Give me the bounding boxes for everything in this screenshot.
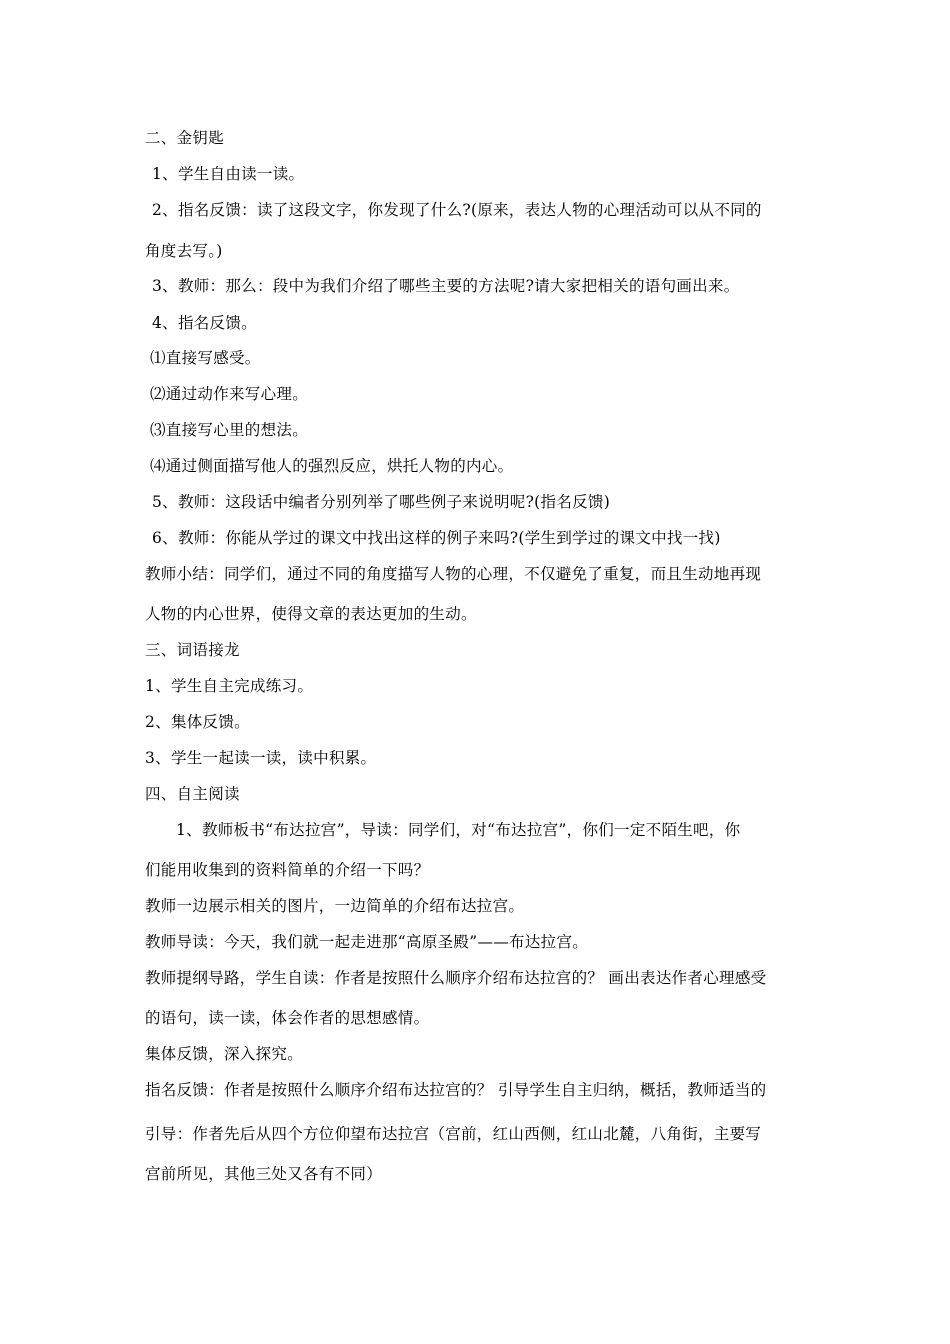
text-line: 指名反馈：作者是按照什么顺序介绍布达拉宫的？ 引导学生自主归纳，概括，教师适当的 (145, 1081, 767, 1099)
text-line: 1、学生自主完成练习。 (145, 677, 314, 695)
text-line: 6、教师：你能从学过的课文中找出这样的例子来吗?(学生到学过的课文中找一找) (152, 529, 721, 547)
section-heading: 二、金钥匙 (145, 129, 225, 147)
text-line: 4、指名反馈。 (152, 314, 257, 332)
text-line: 2、指名反馈：读了这段文字，你发现了什么?(原来，表达人物的心理活动可以从不同的 (152, 201, 762, 219)
text-line: 5、教师：这段话中编者分别列举了哪些例子来说明呢?(指名反馈) (152, 493, 611, 511)
list-item: ⑴直接写感受。 (150, 349, 261, 367)
list-item: ⑶直接写心里的想法。 (150, 421, 309, 439)
section-heading: 四、自主阅读 (145, 785, 240, 803)
text-line: 宫前所见，其他三处又各有不同） (145, 1165, 383, 1183)
text-line: 3、教师：那么：段中为我们介绍了哪些主要的方法呢?请大家把相关的语句画出来。 (152, 277, 740, 295)
list-item: ⑷通过侧面描写他人的强烈反应，烘托人物的内心。 (150, 457, 514, 475)
text-line: 教师提纲导路，学生自读：作者是按照什么顺序介绍布达拉宫的？ 画出表达作者心理感受 (145, 969, 767, 987)
text-line: 教师小结：同学们，通过不同的角度描写人物的心理，不仅避免了重复，而且生动地再现 (145, 565, 762, 583)
section-heading: 三、词语接龙 (145, 641, 240, 659)
text-line: 集体反馈，深入探究。 (145, 1045, 304, 1063)
text-line: 人物的内心世界，使得文章的表达更加的生动。 (145, 605, 477, 623)
text-line: 教师一边展示相关的图片，一边简单的介绍布达拉宫。 (145, 897, 525, 915)
text-line: 们能用收集到的资料简单的介绍一下吗？ (145, 861, 430, 879)
text-line: 3、学生一起读一读，读中积累。 (145, 749, 377, 767)
text-line: 1、学生自由读一读。 (152, 165, 305, 183)
text-line: 2、集体反馈。 (145, 713, 250, 731)
text-line: 角度去写。) (145, 242, 223, 260)
text-line: 引导：作者先后从四个方位仰望布达拉宫（宫前，红山西侧，红山北麓，八角街，主要写 (145, 1125, 762, 1143)
text-line: 的语句，读一读，体会作者的思想感情。 (145, 1009, 430, 1027)
text-line: 教师导读：今天，我们就一起走进那“高原圣殿”——布达拉宫。 (145, 933, 589, 951)
text-line: 1、教师板书“布达拉宫”，导读：同学们，对“布达拉宫”，你们一定不陌生吧，你 (176, 821, 741, 839)
list-item: ⑵通过动作来写心理。 (150, 385, 309, 403)
